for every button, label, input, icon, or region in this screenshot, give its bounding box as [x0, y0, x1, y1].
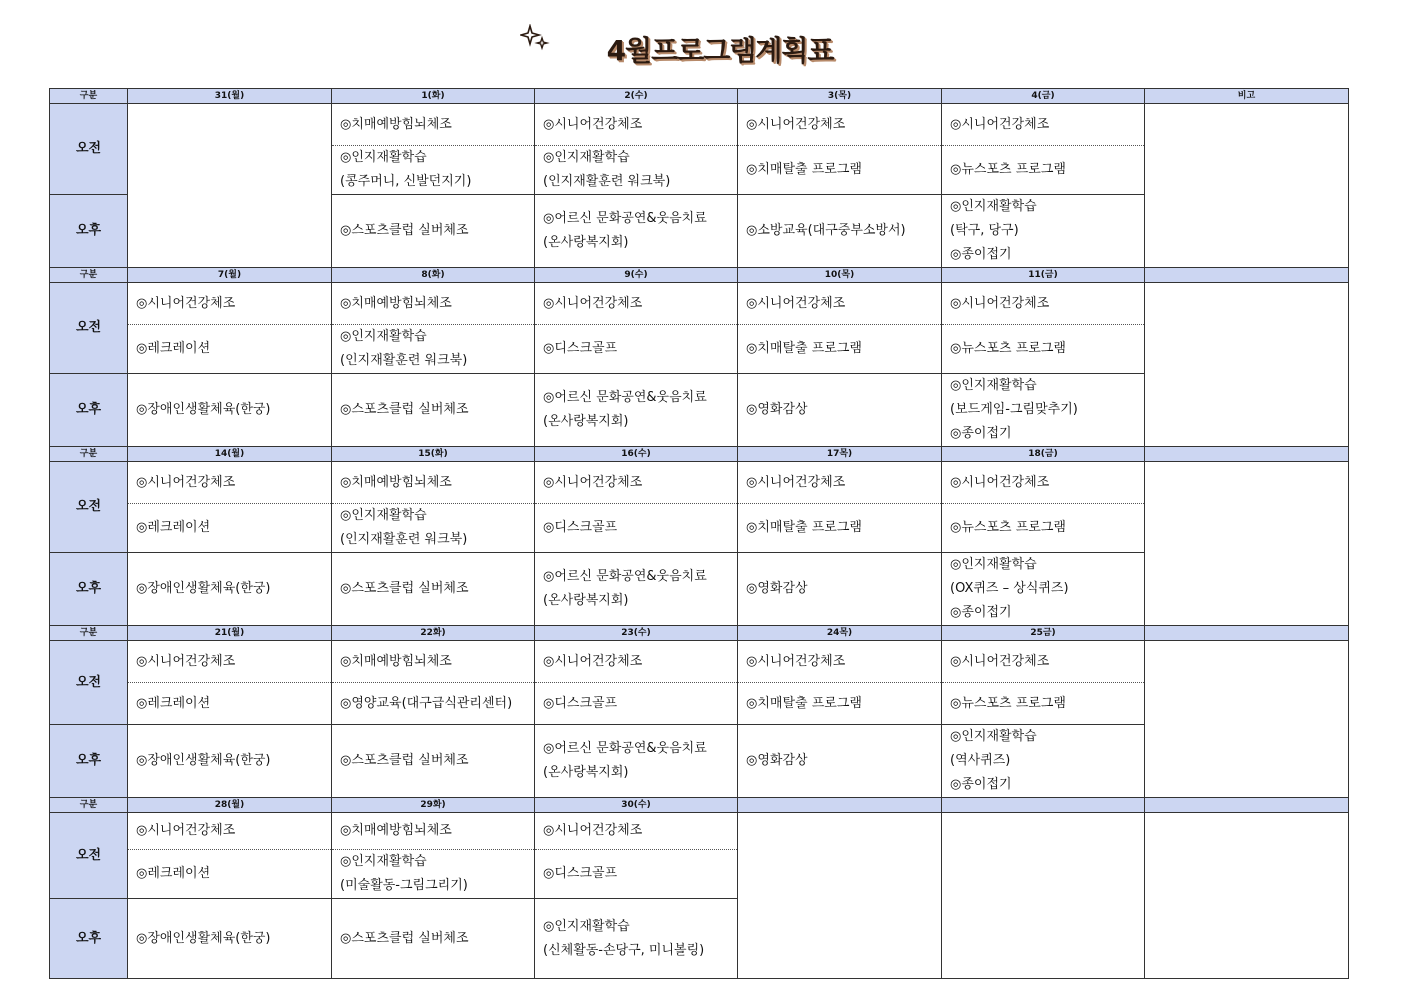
program-cell — [738, 195, 942, 268]
program-cell — [332, 325, 535, 374]
program-cell — [942, 553, 1145, 626]
program-cell — [738, 553, 942, 626]
program-item: ◎시니어건강체조 — [136, 653, 236, 669]
program-item: ◎영양교육(대구급식관리센터) — [340, 695, 513, 711]
program-cell — [535, 104, 738, 146]
program-cell — [535, 146, 738, 195]
program-cell — [332, 462, 535, 504]
program-item: ◎인지재활학습 — [950, 199, 1037, 214]
program-item: ◎인지재활학습 — [543, 918, 630, 934]
program-item: ◎인지재활학습 — [950, 378, 1037, 393]
program-cell — [332, 553, 535, 626]
empty-cell — [738, 813, 942, 979]
program-cell — [128, 504, 332, 553]
program-cell — [535, 553, 738, 626]
program-cell — [738, 283, 942, 325]
day-header: 28(월) — [128, 798, 332, 813]
remarks-header — [1145, 798, 1349, 813]
program-item: ◎스포츠클럽 실버체조 — [340, 223, 469, 238]
day-header: 10(목) — [738, 268, 942, 283]
program-cell — [128, 850, 332, 899]
program-item: (온사랑복지회) — [543, 593, 629, 608]
program-item: ◎치매예방힘뇌체조 — [340, 653, 452, 669]
program-item: ◎인지재활학습 — [950, 557, 1037, 572]
program-item: ◎인지재활학습 — [543, 150, 630, 165]
program-item: ◎인지재활학습 — [340, 854, 427, 869]
program-item: ◎디스크골프 — [543, 520, 618, 535]
program-cell — [738, 504, 942, 553]
program-item: ◎시니어건강체조 — [543, 653, 643, 669]
program-item: ◎스포츠클럽 실버체조 — [340, 930, 469, 946]
program-item: ◎디스크골프 — [543, 866, 618, 881]
program-cell — [128, 813, 332, 850]
program-cell — [942, 725, 1145, 798]
week-header-row — [50, 447, 1349, 462]
day-header: 15(화) — [332, 447, 535, 462]
period-pm: 오후 — [50, 195, 128, 268]
program-item: (온사랑복지회) — [543, 414, 629, 429]
program-schedule-table — [49, 88, 1349, 979]
day-header: 8(화) — [332, 268, 535, 283]
program-item: ◎종이접기 — [950, 426, 1012, 441]
day-header: 7(월) — [128, 268, 332, 283]
period-pm: 오후 — [50, 725, 128, 798]
program-item: ◎시니어건강체조 — [746, 295, 846, 311]
program-cell — [738, 462, 942, 504]
program-cell — [942, 283, 1145, 325]
remarks-cell — [1145, 462, 1349, 626]
remarks-cell — [1145, 283, 1349, 447]
remarks-header — [1145, 447, 1349, 462]
program-item: ◎시니어건강체조 — [950, 653, 1050, 669]
program-cell — [535, 725, 738, 798]
program-item: ◎시니어건강체조 — [543, 116, 643, 132]
program-item: ◎어르신 문화공연&웃음치료 — [543, 390, 707, 405]
program-cell — [942, 683, 1145, 725]
am-row — [50, 813, 1349, 850]
program-cell — [942, 641, 1145, 683]
program-cell — [535, 325, 738, 374]
day-header: 4(금) — [942, 89, 1145, 104]
program-item: ◎뉴스포츠 프로그램 — [950, 162, 1066, 177]
program-item: (콩주머니, 신발던지기) — [340, 174, 472, 189]
period-header: 구분 — [50, 447, 128, 462]
program-item: (인지재활훈련 워크북) — [543, 174, 671, 189]
program-cell — [942, 195, 1145, 268]
program-item: ◎레크레이션 — [136, 520, 211, 535]
day-header: 16(수) — [535, 447, 738, 462]
program-item: ◎레크레이션 — [136, 341, 211, 356]
day-header: 17목) — [738, 447, 942, 462]
program-item: ◎장애인생활체육(한궁) — [136, 402, 271, 417]
period-header: 구분 — [50, 626, 128, 641]
program-item: ◎영화감상 — [746, 581, 808, 596]
sparkle-icon — [520, 24, 550, 54]
program-cell — [332, 899, 535, 979]
program-item: ◎시니어건강체조 — [543, 823, 643, 838]
program-cell — [535, 374, 738, 447]
page-title: 4월프로그램계획표 — [606, 34, 834, 67]
program-cell — [942, 325, 1145, 374]
remarks-header — [1145, 268, 1349, 283]
program-item: ◎소방교육(대구중부소방서) — [746, 223, 906, 238]
remarks-cell — [1145, 641, 1349, 798]
program-item: (온사랑복지회) — [543, 765, 629, 780]
program-item: ◎디스크골프 — [543, 341, 618, 356]
program-cell — [535, 813, 738, 850]
remarks-header — [1145, 626, 1349, 641]
program-item: ◎뉴스포츠 프로그램 — [950, 520, 1066, 535]
program-item: ◎시니어건강체조 — [746, 653, 846, 669]
program-cell — [332, 850, 535, 899]
period-pm: 오후 — [50, 899, 128, 979]
day-header: 3(목) — [738, 89, 942, 104]
empty-cell — [942, 813, 1145, 979]
program-item: ◎시니어건강체조 — [746, 116, 846, 132]
program-item: ◎스포츠클럽 실버체조 — [340, 753, 469, 768]
program-cell — [128, 683, 332, 725]
program-item: ◎스포츠클럽 실버체조 — [340, 402, 469, 417]
program-item: ◎시니어건강체조 — [136, 295, 236, 311]
remarks-cell — [1145, 104, 1349, 268]
day-header: 21(월) — [128, 626, 332, 641]
program-cell — [535, 850, 738, 899]
page-title-area — [500, 18, 900, 78]
program-cell — [332, 146, 535, 195]
program-cell — [535, 283, 738, 325]
day-header: 29화) — [332, 798, 535, 813]
program-item: ◎시니어건강체조 — [543, 295, 643, 311]
program-item: ◎시니어건강체조 — [950, 116, 1050, 132]
program-item: (온사랑복지회) — [543, 235, 629, 250]
period-header: 구분 — [50, 268, 128, 283]
day-header: 14(월) — [128, 447, 332, 462]
period-pm: 오후 — [50, 374, 128, 447]
program-item: ◎종이접기 — [950, 605, 1012, 620]
program-item: ◎인지재활학습 — [340, 508, 427, 523]
program-cell — [128, 462, 332, 504]
program-item: ◎장애인생활체육(한궁) — [136, 581, 271, 596]
day-header: 22화) — [332, 626, 535, 641]
program-cell — [332, 641, 535, 683]
am-row — [50, 641, 1349, 683]
period-am: 오전 — [50, 813, 128, 899]
program-cell — [332, 283, 535, 325]
week-header-row — [50, 89, 1349, 104]
program-item: ◎시니어건강체조 — [136, 823, 236, 838]
program-item: ◎영화감상 — [746, 753, 808, 768]
program-item: ◎치매예방힘뇌체조 — [340, 823, 452, 838]
program-item: ◎시니어건강체조 — [950, 474, 1050, 490]
day-header — [738, 798, 942, 813]
program-cell — [535, 641, 738, 683]
program-cell — [738, 641, 942, 683]
program-cell — [738, 683, 942, 725]
program-item: (미술활동-그림그리기) — [340, 878, 468, 893]
am-row — [50, 462, 1349, 504]
remarks-cell — [1145, 813, 1349, 979]
program-cell — [332, 504, 535, 553]
program-item: ◎치매예방힘뇌체조 — [340, 474, 452, 490]
day-header: 31(월) — [128, 89, 332, 104]
program-cell — [128, 325, 332, 374]
program-cell — [535, 195, 738, 268]
program-cell — [942, 146, 1145, 195]
program-cell — [942, 504, 1145, 553]
program-item: ◎장애인생활체육(한궁) — [136, 753, 271, 768]
empty-cell — [128, 104, 332, 268]
program-item: ◎치매예방힘뇌체조 — [340, 295, 452, 311]
program-cell — [738, 325, 942, 374]
program-cell — [942, 462, 1145, 504]
program-cell — [942, 104, 1145, 146]
day-header: 30(수) — [535, 798, 738, 813]
program-item: (인지재활훈련 워크북) — [340, 353, 468, 368]
program-cell — [535, 462, 738, 504]
program-item: ◎시니어건강체조 — [136, 474, 236, 490]
program-item: ◎영화감상 — [746, 402, 808, 417]
program-item: ◎어르신 문화공연&웃음치료 — [543, 741, 707, 756]
period-am: 오전 — [50, 462, 128, 553]
week-header-row — [50, 626, 1349, 641]
period-am: 오전 — [50, 283, 128, 374]
program-cell — [128, 553, 332, 626]
program-cell — [738, 146, 942, 195]
period-am: 오전 — [50, 641, 128, 725]
program-cell — [332, 104, 535, 146]
program-cell — [332, 813, 535, 850]
program-cell — [942, 374, 1145, 447]
program-cell — [332, 683, 535, 725]
period-header: 구분 — [50, 798, 128, 813]
program-item: ◎인지재활학습 — [950, 729, 1037, 744]
program-item: ◎치매탈출 프로그램 — [746, 695, 862, 711]
day-header: 18(금) — [942, 447, 1145, 462]
day-header: 23(수) — [535, 626, 738, 641]
program-cell — [535, 683, 738, 725]
program-cell — [128, 374, 332, 447]
program-cell — [738, 104, 942, 146]
program-item: (인지재활훈련 워크북) — [340, 532, 468, 547]
program-cell — [535, 899, 738, 979]
program-item: ◎종이접기 — [950, 247, 1012, 262]
program-cell — [128, 283, 332, 325]
period-pm: 오후 — [50, 553, 128, 626]
day-header: 9(수) — [535, 268, 738, 283]
program-item: (탁구, 당구) — [950, 223, 1019, 238]
program-item: ◎치매탈출 프로그램 — [746, 341, 862, 356]
day-header — [942, 798, 1145, 813]
week-header-row — [50, 798, 1349, 813]
day-header: 1(화) — [332, 89, 535, 104]
program-item: ◎스포츠클럽 실버체조 — [340, 581, 469, 596]
week-header-row — [50, 268, 1349, 283]
day-header: 25금) — [942, 626, 1145, 641]
program-item: ◎레크레이션 — [136, 866, 211, 881]
am-row — [50, 104, 1349, 146]
period-header: 구분 — [50, 89, 128, 104]
program-item: ◎레크레이션 — [136, 695, 211, 711]
program-item: ◎디스크골프 — [543, 695, 618, 711]
program-cell — [738, 374, 942, 447]
day-header: 24목) — [738, 626, 942, 641]
program-item: ◎시니어건강체조 — [950, 295, 1050, 311]
program-item: ◎어르신 문화공연&웃음치료 — [543, 569, 707, 584]
program-cell — [332, 195, 535, 268]
program-item: (역사퀴즈) — [950, 753, 1011, 768]
program-item: ◎치매탈출 프로그램 — [746, 162, 862, 177]
program-item: ◎뉴스포츠 프로그램 — [950, 341, 1066, 356]
day-header: 11(금) — [942, 268, 1145, 283]
program-item: ◎시니어건강체조 — [746, 474, 846, 490]
program-item: ◎장애인생활체육(한궁) — [136, 930, 271, 946]
remarks-header: 비고 — [1145, 89, 1349, 104]
program-item: ◎인지재활학습 — [340, 150, 427, 165]
program-item: ◎어르신 문화공연&웃음치료 — [543, 211, 707, 226]
am-row — [50, 283, 1349, 325]
program-cell — [332, 725, 535, 798]
program-item: (보드게임-그림맞추기) — [950, 402, 1078, 417]
program-cell — [535, 504, 738, 553]
program-cell — [738, 725, 942, 798]
program-item: ◎뉴스포츠 프로그램 — [950, 695, 1066, 711]
day-header: 2(수) — [535, 89, 738, 104]
program-item: ◎인지재활학습 — [340, 329, 427, 344]
program-item: ◎시니어건강체조 — [543, 474, 643, 490]
program-item: ◎치매탈출 프로그램 — [746, 520, 862, 535]
program-item: (OX퀴즈 – 상식퀴즈) — [950, 581, 1069, 596]
program-cell — [128, 725, 332, 798]
program-item: ◎치매예방힘뇌체조 — [340, 116, 452, 132]
program-cell — [332, 374, 535, 447]
program-cell — [128, 641, 332, 683]
program-item: ◎종이접기 — [950, 777, 1012, 792]
program-cell — [128, 899, 332, 979]
period-am: 오전 — [50, 104, 128, 195]
program-item: (신체활동-손당구, 미니볼링) — [543, 942, 705, 958]
